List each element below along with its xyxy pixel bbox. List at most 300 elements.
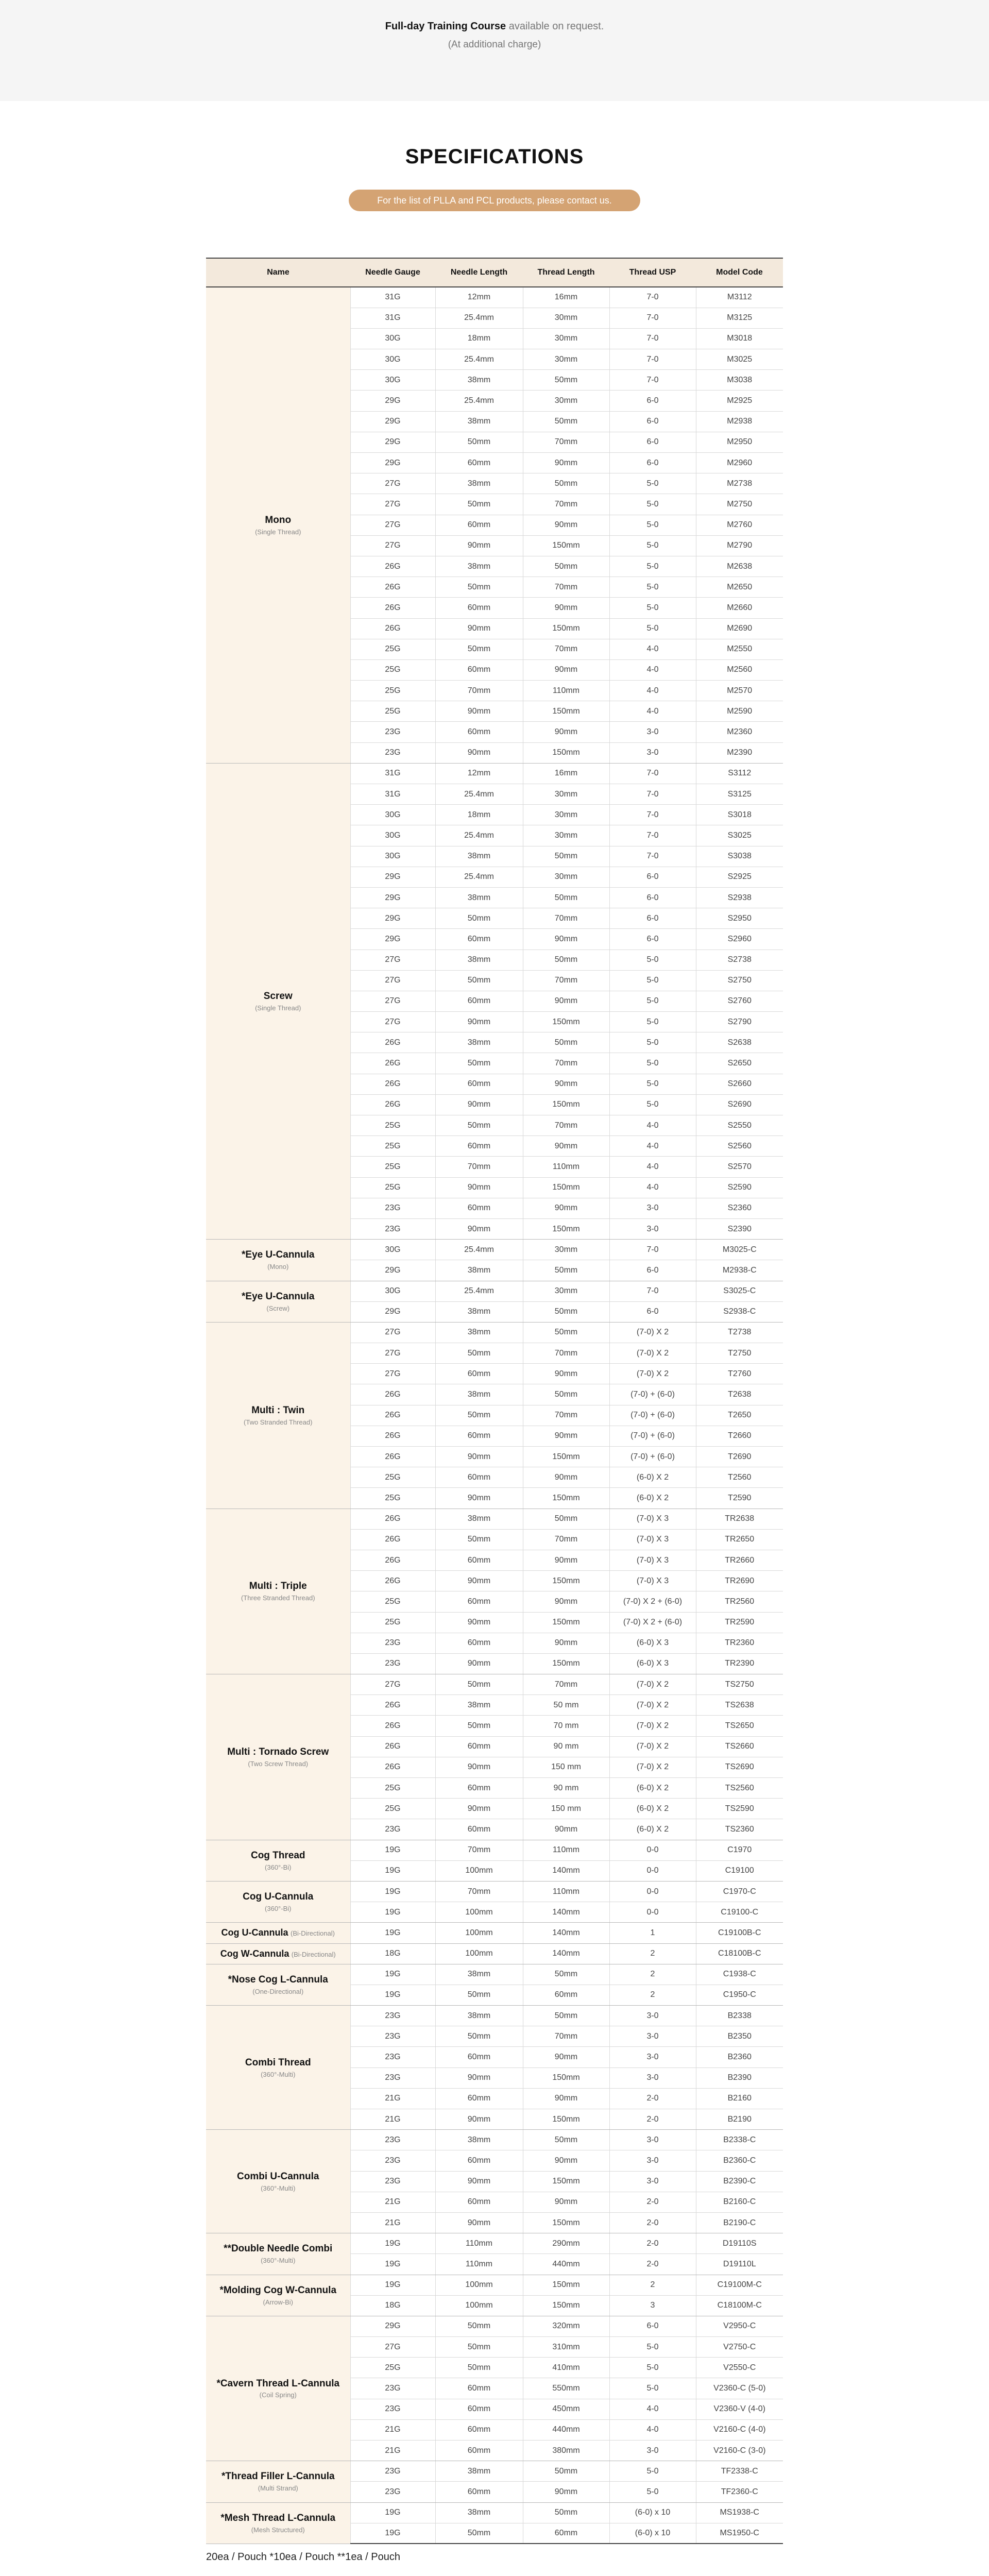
thread-length-cell: 50mm	[523, 887, 609, 908]
thread-length-cell: 90mm	[523, 2088, 609, 2109]
thread-length-cell: 50mm	[523, 1964, 609, 1985]
model-code-cell: C1938-C	[696, 1964, 783, 1985]
needle-length-cell: 18mm	[435, 805, 523, 825]
needle-length-cell: 60mm	[435, 2441, 523, 2461]
thread-usp-cell: (6-0) X 2	[609, 1799, 696, 1819]
thread-length-cell: 150mm	[523, 2295, 609, 2316]
product-name: **Double Needle Combi	[224, 2243, 333, 2255]
product-subtitle: (Multi Strand)	[258, 2484, 298, 2493]
thread-usp-cell: (7-0) X 2 + (6-0)	[609, 1591, 696, 1612]
needle-length-cell: 70mm	[435, 1881, 523, 1902]
thread-length-cell: 50mm	[523, 846, 609, 867]
column-header: Needle Gauge	[350, 258, 435, 287]
thread-usp-cell: 7-0	[609, 349, 696, 370]
thread-usp-cell: (7-0) X 3	[609, 1509, 696, 1529]
needle-gauge-cell: 31G	[350, 287, 435, 308]
thread-length-cell: 90mm	[523, 2047, 609, 2067]
thread-length-cell: 30mm	[523, 1240, 609, 1260]
product-name-cell	[206, 2461, 350, 2502]
model-code-cell: V2950-C	[696, 2316, 783, 2336]
model-code-cell: D19110L	[696, 2254, 783, 2275]
column-header: Model Code	[696, 258, 783, 287]
needle-length-cell: 60mm	[435, 1136, 523, 1157]
model-code-cell: B2160	[696, 2088, 783, 2109]
model-code-cell: S2760	[696, 991, 783, 1011]
table-row	[206, 1674, 783, 1695]
needle-gauge-cell: 30G	[350, 825, 435, 846]
needle-length-cell: 110mm	[435, 2254, 523, 2275]
needle-length-cell: 60mm	[435, 2419, 523, 2440]
product-name-cell	[206, 2006, 350, 2130]
training-charge-note: (At additional charge)	[448, 39, 541, 50]
thread-length-cell: 50mm	[523, 1301, 609, 1322]
product-name: Cog W-Cannula	[220, 1948, 289, 1959]
model-code-cell: TR2638	[696, 1509, 783, 1529]
needle-gauge-cell: 25G	[350, 1591, 435, 1612]
needle-gauge-cell: 19G	[350, 1881, 435, 1902]
model-code-cell: M2638	[696, 556, 783, 577]
thread-length-cell: 90mm	[523, 598, 609, 618]
needle-gauge-cell: 25G	[350, 659, 435, 680]
thread-length-cell: 70mm	[523, 1115, 609, 1136]
needle-gauge-cell: 26G	[350, 556, 435, 577]
thread-length-cell: 440mm	[523, 2254, 609, 2275]
thread-length-cell: 90mm	[523, 722, 609, 742]
model-code-cell: S3038	[696, 846, 783, 867]
thread-usp-cell: (7-0) X 2	[609, 1364, 696, 1384]
thread-length-cell: 140mm	[523, 1902, 609, 1923]
thread-length-cell: 70mm	[523, 639, 609, 659]
needle-length-cell: 60mm	[435, 2482, 523, 2502]
model-code-cell: S2390	[696, 1218, 783, 1239]
column-header: Thread Length	[523, 258, 609, 287]
thread-usp-cell: 4-0	[609, 1157, 696, 1177]
thread-length-cell: 70mm	[523, 970, 609, 991]
needle-gauge-cell: 25G	[350, 1488, 435, 1509]
needle-length-cell: 25.4mm	[435, 349, 523, 370]
product-name-cell	[206, 1881, 350, 1922]
product-subtitle: (360°-Multi)	[261, 2184, 296, 2192]
model-code-cell: T2560	[696, 1467, 783, 1488]
model-code-cell: C18100M-C	[696, 2295, 783, 2316]
product-subtitle: (360°-Multi)	[261, 2257, 296, 2265]
needle-length-cell: 60mm	[435, 2378, 523, 2399]
needle-gauge-cell: 18G	[350, 2295, 435, 2316]
product-name-cell	[206, 1840, 350, 1881]
thread-length-cell: 30mm	[523, 308, 609, 328]
model-code-cell: S2590	[696, 1177, 783, 1198]
needle-gauge-cell: 25G	[350, 639, 435, 659]
needle-gauge-cell: 26G	[350, 1053, 435, 1074]
model-code-cell: S2550	[696, 1115, 783, 1136]
needle-length-cell: 70mm	[435, 1157, 523, 1177]
needle-length-cell: 60mm	[435, 515, 523, 535]
thread-usp-cell: 1	[609, 1923, 696, 1943]
needle-gauge-cell: 29G	[350, 908, 435, 929]
needle-length-cell: 60mm	[435, 1633, 523, 1653]
thread-usp-cell: 6-0	[609, 432, 696, 452]
needle-length-cell: 90mm	[435, 2212, 523, 2233]
thread-usp-cell: 4-0	[609, 639, 696, 659]
model-code-cell: S2638	[696, 1032, 783, 1053]
thread-usp-cell: 5-0	[609, 556, 696, 577]
thread-length-cell: 30mm	[523, 349, 609, 370]
needle-gauge-cell: 30G	[350, 805, 435, 825]
thread-usp-cell: 5-0	[609, 1094, 696, 1115]
model-code-cell: M2750	[696, 494, 783, 515]
model-code-cell: T2590	[696, 1488, 783, 1509]
model-code-cell: M2938-C	[696, 1260, 783, 1281]
thread-usp-cell: 6-0	[609, 391, 696, 411]
thread-usp-cell: 5-0	[609, 1074, 696, 1094]
thread-length-cell: 50mm	[523, 2006, 609, 2026]
thread-usp-cell: (7-0) + (6-0)	[609, 1447, 696, 1467]
thread-usp-cell: (7-0) X 2	[609, 1695, 696, 1716]
needle-length-cell: 90mm	[435, 2067, 523, 2088]
thread-usp-cell: 5-0	[609, 950, 696, 970]
needle-gauge-cell: 19G	[350, 2523, 435, 2544]
needle-gauge-cell: 21G	[350, 2419, 435, 2440]
model-code-cell: TS2660	[696, 1736, 783, 1757]
model-code-cell: T2690	[696, 1447, 783, 1467]
model-code-cell: S2750	[696, 970, 783, 991]
model-code-cell: TR2590	[696, 1612, 783, 1633]
needle-length-cell: 38mm	[435, 1032, 523, 1053]
needle-gauge-cell: 25G	[350, 1612, 435, 1633]
thread-usp-cell: 3-0	[609, 2047, 696, 2067]
model-code-cell: M3112	[696, 287, 783, 308]
needle-gauge-cell: 23G	[350, 2171, 435, 2192]
product-name-cell	[206, 2502, 350, 2544]
thread-length-cell: 90mm	[523, 1198, 609, 1218]
product-name-cell	[206, 1322, 350, 1509]
thread-usp-cell: 3-0	[609, 2150, 696, 2171]
thread-length-cell: 50mm	[523, 1260, 609, 1281]
needle-gauge-cell: 19G	[350, 2275, 435, 2295]
needle-gauge-cell: 29G	[350, 1301, 435, 1322]
thread-length-cell: 50mm	[523, 473, 609, 494]
needle-length-cell: 50mm	[435, 1405, 523, 1426]
product-subtitle: (360°-Multi)	[261, 2070, 296, 2078]
needle-length-cell: 60mm	[435, 1591, 523, 1612]
specifications-table	[206, 258, 783, 2544]
needle-gauge-cell: 25G	[350, 681, 435, 701]
needle-length-cell: 60mm	[435, 1467, 523, 1488]
needle-gauge-cell: 29G	[350, 453, 435, 473]
needle-gauge-cell: 21G	[350, 2441, 435, 2461]
thread-usp-cell: 0-0	[609, 1881, 696, 1902]
model-code-cell: S2560	[696, 1136, 783, 1157]
model-code-cell: MS1950-C	[696, 2523, 783, 2544]
needle-gauge-cell: 29G	[350, 929, 435, 950]
model-code-cell: M2570	[696, 681, 783, 701]
thread-usp-cell: 3-0	[609, 2130, 696, 2150]
thread-length-cell: 50 mm	[523, 1695, 609, 1716]
model-code-cell: S2960	[696, 929, 783, 950]
thread-usp-cell: 2-0	[609, 2254, 696, 2275]
model-code-cell: V2360-V (4-0)	[696, 2399, 783, 2419]
thread-length-cell: 150 mm	[523, 1799, 609, 1819]
product-name: Combi Thread	[245, 2057, 311, 2068]
thread-length-cell: 150mm	[523, 2109, 609, 2130]
needle-length-cell: 38mm	[435, 1322, 523, 1343]
thread-length-cell: 90mm	[523, 2192, 609, 2212]
thread-length-cell: 450mm	[523, 2399, 609, 2419]
thread-length-cell: 90 mm	[523, 1736, 609, 1757]
thread-usp-cell: 5-0	[609, 473, 696, 494]
product-name: *Eye U-Cannula	[242, 1249, 315, 1261]
thread-usp-cell: 6-0	[609, 411, 696, 432]
needle-length-cell: 100mm	[435, 2295, 523, 2316]
product-subtitle: (Bi-Directional)	[290, 1929, 335, 1938]
model-code-cell: M2560	[696, 659, 783, 680]
thread-length-cell: 90mm	[523, 1364, 609, 1384]
needle-length-cell: 60mm	[435, 1198, 523, 1218]
thread-length-cell: 150mm	[523, 2212, 609, 2233]
thread-length-cell: 140mm	[523, 1923, 609, 1943]
needle-gauge-cell: 26G	[350, 1384, 435, 1405]
model-code-cell: M2690	[696, 618, 783, 639]
needle-gauge-cell: 23G	[350, 2130, 435, 2150]
thread-usp-cell: 6-0	[609, 929, 696, 950]
needle-length-cell: 60mm	[435, 659, 523, 680]
thread-usp-cell: 4-0	[609, 1115, 696, 1136]
thread-length-cell: 150mm	[523, 1653, 609, 1674]
model-code-cell: B2338	[696, 2006, 783, 2026]
needle-gauge-cell: 26G	[350, 1509, 435, 1529]
needle-length-cell: 50mm	[435, 2523, 523, 2544]
needle-gauge-cell: 29G	[350, 411, 435, 432]
needle-length-cell: 90mm	[435, 1447, 523, 1467]
needle-length-cell: 60mm	[435, 991, 523, 1011]
product-name: Combi U-Cannula	[237, 2171, 319, 2182]
needle-gauge-cell: 27G	[350, 2337, 435, 2358]
thread-length-cell: 150mm	[523, 2067, 609, 2088]
model-code-cell: S3018	[696, 805, 783, 825]
product-name: Multi : Triple	[249, 1581, 307, 1592]
needle-length-cell: 25.4mm	[435, 784, 523, 805]
thread-usp-cell: 2-0	[609, 2212, 696, 2233]
needle-gauge-cell: 26G	[350, 1571, 435, 1591]
needle-length-cell: 90mm	[435, 1218, 523, 1239]
needle-gauge-cell: 27G	[350, 1364, 435, 1384]
table-body	[206, 287, 783, 2544]
product-subtitle: (Mono)	[267, 1263, 289, 1271]
model-code-cell: B2338-C	[696, 2130, 783, 2150]
model-code-cell: C19100	[696, 1860, 783, 1881]
needle-length-cell: 60mm	[435, 722, 523, 742]
needle-gauge-cell: 23G	[350, 742, 435, 763]
needle-length-cell: 50mm	[435, 2358, 523, 2378]
needle-gauge-cell: 25G	[350, 2358, 435, 2378]
product-name-cell	[206, 763, 350, 1239]
product-name-cell	[206, 2316, 350, 2461]
thread-length-cell: 70mm	[523, 577, 609, 598]
needle-gauge-cell: 23G	[350, 722, 435, 742]
model-code-cell: TR2650	[696, 1529, 783, 1550]
needle-length-cell: 100mm	[435, 1860, 523, 1881]
thread-usp-cell: 7-0	[609, 825, 696, 846]
needle-length-cell: 38mm	[435, 473, 523, 494]
product-name: *Thread Filler L-Cannula	[221, 2471, 335, 2482]
needle-length-cell: 50mm	[435, 639, 523, 659]
model-code-cell: TR2660	[696, 1550, 783, 1570]
thread-usp-cell: 4-0	[609, 681, 696, 701]
needle-gauge-cell: 23G	[350, 2006, 435, 2026]
training-text: available on request.	[506, 21, 604, 32]
model-code-cell: V2750-C	[696, 2337, 783, 2358]
needle-gauge-cell: 26G	[350, 1695, 435, 1716]
needle-gauge-cell: 26G	[350, 618, 435, 639]
thread-usp-cell: 5-0	[609, 598, 696, 618]
training-banner	[0, 0, 989, 101]
thread-usp-cell: (7-0) + (6-0)	[609, 1405, 696, 1426]
product-subtitle: (Three Stranded Thread)	[241, 1594, 315, 1602]
model-code-cell: S2950	[696, 908, 783, 929]
needle-gauge-cell: 26G	[350, 577, 435, 598]
needle-gauge-cell: 27G	[350, 515, 435, 535]
needle-length-cell: 100mm	[435, 1923, 523, 1943]
thread-length-cell: 70mm	[523, 432, 609, 452]
model-code-cell: V2360-C (5-0)	[696, 2378, 783, 2399]
model-code-cell: T2638	[696, 1384, 783, 1405]
needle-length-cell: 100mm	[435, 1902, 523, 1923]
needle-length-cell: 50mm	[435, 1985, 523, 2005]
needle-gauge-cell: 21G	[350, 2192, 435, 2212]
product-subtitle: (360°-Bi)	[265, 1905, 292, 1913]
model-code-cell: V2550-C	[696, 2358, 783, 2378]
table-row	[206, 1322, 783, 1343]
table-row	[206, 2130, 783, 2150]
model-code-cell: TR2560	[696, 1591, 783, 1612]
thread-usp-cell: 0-0	[609, 1860, 696, 1881]
needle-length-cell: 50mm	[435, 970, 523, 991]
needle-length-cell: 90mm	[435, 742, 523, 763]
thread-usp-cell: 3	[609, 2295, 696, 2316]
thread-length-cell: 50mm	[523, 1509, 609, 1529]
thread-usp-cell: (7-0) X 3	[609, 1550, 696, 1570]
model-code-cell: S2360	[696, 1198, 783, 1218]
thread-usp-cell: 2-0	[609, 2192, 696, 2212]
needle-length-cell: 25.4mm	[435, 308, 523, 328]
model-code-cell: TS2360	[696, 1819, 783, 1840]
table-row	[206, 1281, 783, 1301]
model-code-cell: S2790	[696, 1012, 783, 1032]
product-name: Mono	[265, 515, 292, 526]
needle-gauge-cell: 27G	[350, 535, 435, 556]
needle-length-cell: 90mm	[435, 2109, 523, 2130]
needle-length-cell: 50mm	[435, 432, 523, 452]
needle-gauge-cell: 26G	[350, 1736, 435, 1757]
thread-length-cell: 50mm	[523, 2461, 609, 2482]
needle-gauge-cell: 29G	[350, 887, 435, 908]
thread-length-cell: 70mm	[523, 908, 609, 929]
model-code-cell: B2360-C	[696, 2150, 783, 2171]
product-name-cell	[206, 1943, 350, 1964]
model-code-cell: M2590	[696, 701, 783, 722]
needle-length-cell: 50mm	[435, 1343, 523, 1364]
thread-usp-cell: (7-0) + (6-0)	[609, 1426, 696, 1446]
thread-length-cell: 550mm	[523, 2378, 609, 2399]
thread-usp-cell: (6-0) x 10	[609, 2523, 696, 2544]
product-subtitle: (Two Stranded Thread)	[244, 1418, 313, 1426]
needle-gauge-cell: 23G	[350, 1218, 435, 1239]
model-code-cell: B2360	[696, 2047, 783, 2067]
thread-usp-cell: 0-0	[609, 1840, 696, 1860]
thread-length-cell: 90 mm	[523, 1778, 609, 1799]
needle-gauge-cell: 26G	[350, 1716, 435, 1736]
model-code-cell: TS2590	[696, 1799, 783, 1819]
needle-gauge-cell: 29G	[350, 2316, 435, 2336]
model-code-cell: TS2638	[696, 1695, 783, 1716]
needle-length-cell: 38mm	[435, 846, 523, 867]
table-row	[206, 2275, 783, 2295]
needle-length-cell: 90mm	[435, 1094, 523, 1115]
thread-usp-cell: 4-0	[609, 1177, 696, 1198]
thread-length-cell: 50mm	[523, 556, 609, 577]
needle-length-cell: 50mm	[435, 1716, 523, 1736]
product-name: *Cavern Thread L-Cannula	[216, 2378, 340, 2389]
needle-length-cell: 60mm	[435, 2192, 523, 2212]
thread-usp-cell: 7-0	[609, 370, 696, 391]
needle-gauge-cell: 26G	[350, 1032, 435, 1053]
thread-length-cell: 70mm	[523, 1053, 609, 1074]
thread-length-cell: 90mm	[523, 1591, 609, 1612]
thread-usp-cell: 2	[609, 1964, 696, 1985]
thread-usp-cell: 7-0	[609, 846, 696, 867]
thread-usp-cell: (7-0) X 2	[609, 1322, 696, 1343]
model-code-cell: C1970	[696, 1840, 783, 1860]
needle-length-cell: 60mm	[435, 929, 523, 950]
thread-usp-cell: 4-0	[609, 1136, 696, 1157]
model-code-cell: B2390-C	[696, 2171, 783, 2192]
product-name-cell	[206, 1674, 350, 1840]
thread-length-cell: 150mm	[523, 2275, 609, 2295]
thread-usp-cell: 5-0	[609, 2337, 696, 2358]
model-code-cell: S2938-C	[696, 1301, 783, 1322]
thread-length-cell: 150mm	[523, 535, 609, 556]
needle-gauge-cell: 27G	[350, 1322, 435, 1343]
needle-gauge-cell: 23G	[350, 2067, 435, 2088]
needle-gauge-cell: 25G	[350, 701, 435, 722]
product-subtitle: (Mesh Structured)	[251, 2526, 305, 2534]
product-name: *Nose Cog L-Cannula	[228, 1974, 328, 1985]
needle-gauge-cell: 19G	[350, 1964, 435, 1985]
model-code-cell: C1970-C	[696, 1881, 783, 1902]
thread-usp-cell: 5-0	[609, 2358, 696, 2378]
thread-length-cell: 70mm	[523, 1674, 609, 1695]
needle-length-cell: 90mm	[435, 701, 523, 722]
needle-length-cell: 90mm	[435, 618, 523, 639]
needle-length-cell: 38mm	[435, 1964, 523, 1985]
product-subtitle: (Single Thread)	[255, 1004, 301, 1012]
needle-gauge-cell: 25G	[350, 1778, 435, 1799]
needle-length-cell: 60mm	[435, 2150, 523, 2171]
thread-usp-cell: (7-0) X 3	[609, 1571, 696, 1591]
thread-length-cell: 110mm	[523, 1881, 609, 1902]
model-code-cell: M3018	[696, 328, 783, 349]
needle-gauge-cell: 27G	[350, 970, 435, 991]
thread-length-cell: 70 mm	[523, 1716, 609, 1736]
needle-length-cell: 38mm	[435, 1301, 523, 1322]
model-code-cell: C1950-C	[696, 1985, 783, 2005]
needle-length-cell: 25.4mm	[435, 825, 523, 846]
table-row	[206, 1240, 783, 1260]
needle-gauge-cell: 23G	[350, 1633, 435, 1653]
model-code-cell: S3025-C	[696, 1281, 783, 1301]
thread-length-cell: 410mm	[523, 2358, 609, 2378]
model-code-cell: M3025	[696, 349, 783, 370]
